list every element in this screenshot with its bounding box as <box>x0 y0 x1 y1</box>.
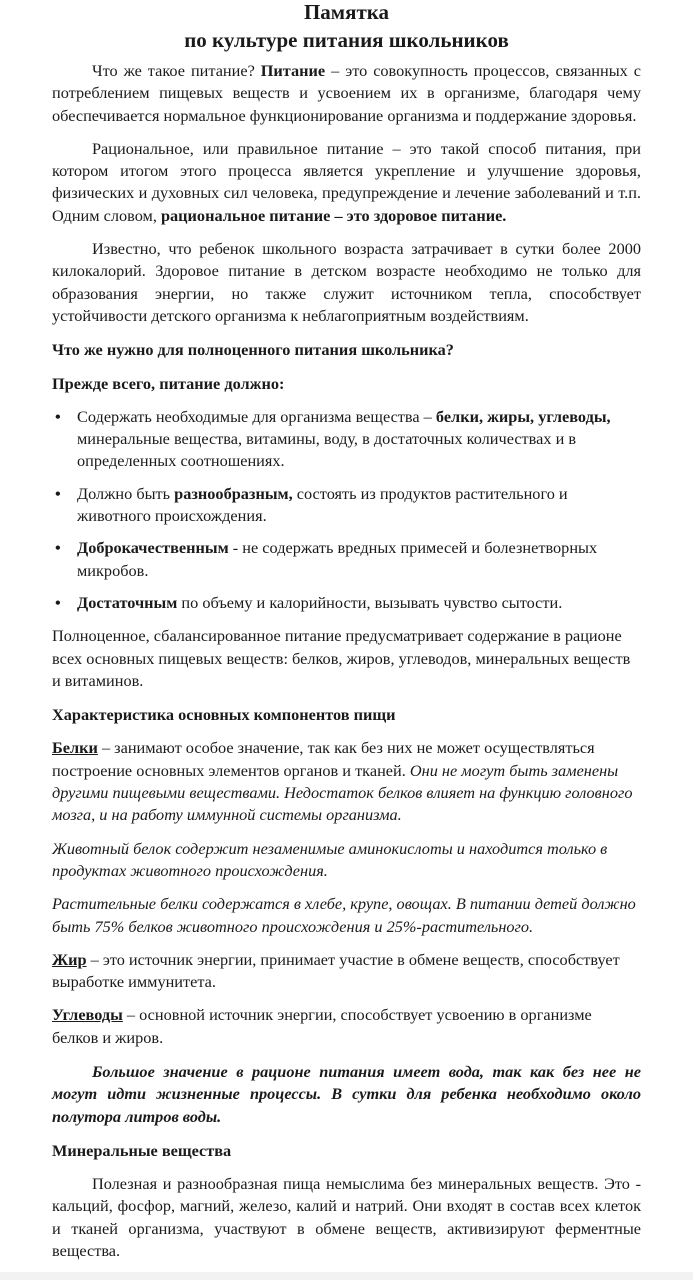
animal-protein-paragraph: Животный белок содержит незаменимые аминокислоты и находится только в продуктах животного происхождения. <box>52 838 608 880</box>
heading-needs: Что же нужно для полноценного питания школьника? <box>52 340 454 360</box>
heading-components: Характеристика основных компонентов пищи <box>52 705 396 725</box>
balanced-paragraph: Полноценное, сбалансированное питание предусматривает содержание в рационе всех основных пищевых веществ: белков, жиров, углеводов, минеральных веществ и витаминов. <box>52 626 631 690</box>
fat-term: Жир <box>52 949 87 969</box>
requirements-list <box>52 406 641 614</box>
page-bottom-edge <box>0 1272 693 1280</box>
list-item: • Доброкачественным - не содержать вредных примесей и болезнетворных микробов. <box>55 538 598 580</box>
bullet-icon: • <box>55 406 61 426</box>
carbs-term: Углеводы <box>52 1005 123 1025</box>
proteins-term: Белки <box>52 738 98 758</box>
rational-bold: рациональное питание – это здоровое питание. <box>160 205 507 225</box>
intro-paragraph <box>52 60 641 127</box>
document-page <box>52 0 641 1262</box>
list-item: • Содержать необходимые для организма вещества – белки, жиры, углеводы, минеральные вещества, витамины, воду, в достаточных количествах и в определенных соотношениях. <box>55 406 611 471</box>
rational-text: Рациональное, или правильное питание – это такой способ питания, при котором итогом этого процесса является укрепление и улучшение здоровья, физических и духовных сил человека, предупреждение и лечение заболеваний и т.п. Одним словом, <box>52 138 641 225</box>
plant-protein-paragraph: Растительные белки содержатся в хлебе, крупе, овощах. В питании детей должно быть 75% белков животного происхождения и 25%-растительного. <box>52 894 636 936</box>
document-subtitle: по культуре питания школьников <box>184 28 509 52</box>
list-item: • Достаточным по объему и калорийности, вызывать чувство сытости. <box>52 592 641 614</box>
known-paragraph: Известно, что ребенок школьного возраста затрачивает в сутки более 2000 килокалорий. Здоровое питание в детском возрасте необходимо не только для образования энергии, но также служит источником тепла, способствует устойчивости детского организма к неблагоприятным воздействиям. <box>52 239 641 325</box>
list-item: • Должно быть разнообразным, состоять из продуктов растительного и животного происхождения. <box>55 483 568 526</box>
water-paragraph: Большое значение в рационе питания имеет вода, так как без нее не могут идти жизненные процессы. В сутки для ребенка необходимо около полутора литров воды. <box>52 1061 641 1126</box>
fat-paragraph: Жир – это источник энергии, принимает участие в обмене веществ, способствует выработке иммунитета. <box>52 949 620 992</box>
bullet-icon: • <box>55 592 61 612</box>
document-title: Памятка <box>303 0 390 24</box>
bullet-icon: • <box>55 538 61 558</box>
minerals-paragraph: Полезная и разнообразная пища немыслима без минеральных веществ. Это - кальций, фосфор, магний, железо, калий и натрий. Они входят в состав всех клеток и тканей организма, участвуют в обмене веществ, активизируют ферментные вещества. <box>52 1174 641 1261</box>
carbs-paragraph: Углеводы – основной источник энергии, способствует усвоению в организме белков и жиров. <box>52 1005 592 1047</box>
intro-question: Что же такое питание? <box>92 61 261 80</box>
intro-term: Питание <box>260 61 326 80</box>
bullet-icon: • <box>55 483 61 503</box>
intro-text: – это совокупность процессов, связанных с потреблением пищевых веществ и усвоением их в организме, благодаря чему обеспечивается нормальное функционирование организма и поддержание здоровья. <box>52 61 641 125</box>
heading-must: Прежде всего, питание должно: <box>52 373 285 393</box>
heading-minerals: Минеральные вещества <box>52 1140 232 1160</box>
proteins-paragraph: Белки – занимают особое значение, так как без них не может осуществляться построение основных элементов органов и тканей. Они не могут быть заменены другими пищевыми веществами. Недостаток белков влияет на функцию головного мозга, и на работу иммунной системы организма. <box>52 738 633 825</box>
rational-paragraph <box>52 138 641 227</box>
